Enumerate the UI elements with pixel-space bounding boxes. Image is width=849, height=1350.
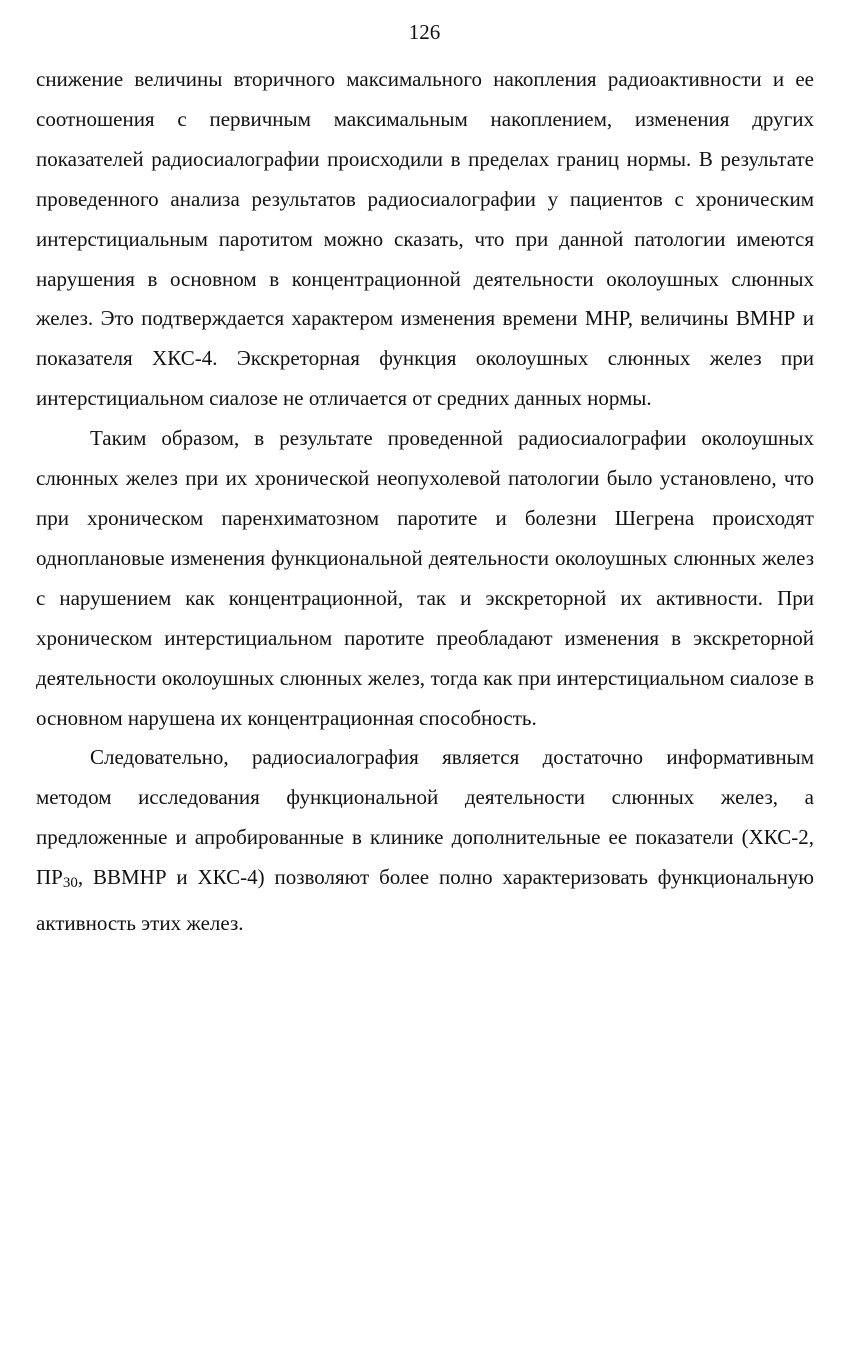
paragraph-1: снижение величины вторичного максимального накопления радиоактивности и ее соотношения с первичным максимальным накоплением, изменения других показателей радиосиалографии происходили в пределах границ нормы. В результате проведенного анализа результатов радиосиалографии у пациентов с хроническим интерстициальным паротитом можно сказать, что при данной патологии имеются нарушения в основном в концентрационной деятельности околоушных слюнных желез. Это подтверждается характером изменения времени МНР, величины ВМНР и показателя ХКС-4. Экскреторная функция околоушных слюнных желез при интерстициальном сиалозе не отличается от средних данных нормы. xyxy=(36,67,814,411)
paragraph-3-text-before: Следовательно, радиосиалография является достаточно информативным методом исследования функциональной деятельности слюнных желез, а предложенные и апробированные в клинике дополнительные ее показатели (ХКС-2, ПР xyxy=(36,745,814,890)
page-number: 126 xyxy=(408,20,441,44)
paragraph-3-text-after: , ВВМНР и ХКС-4) позволяют более полно характеризовать функциональную активность этих желез. xyxy=(36,865,814,936)
pr-subscript: 30 xyxy=(62,875,78,892)
paragraph-3 xyxy=(36,738,814,944)
paragraph-2: Таким образом, в результате проведенной радиосиалографии околоушных слюнных желез при их хронической неопухолевой патологии было установлено, что при хроническом паренхиматозном паротите и болезни Шегрена происходят одноплановые изменения функциональной деятельности околоушных слюнных желез с нарушением как концентрационной, так и экскреторной их активности. При хроническом интерстициальном паротите преобладают изменения в экскреторной деятельности околоушных слюнных желез, тогда как при интерстициальном сиалозе в основном нарушена их концентрационная способность. xyxy=(36,426,814,730)
body-text xyxy=(36,60,814,944)
